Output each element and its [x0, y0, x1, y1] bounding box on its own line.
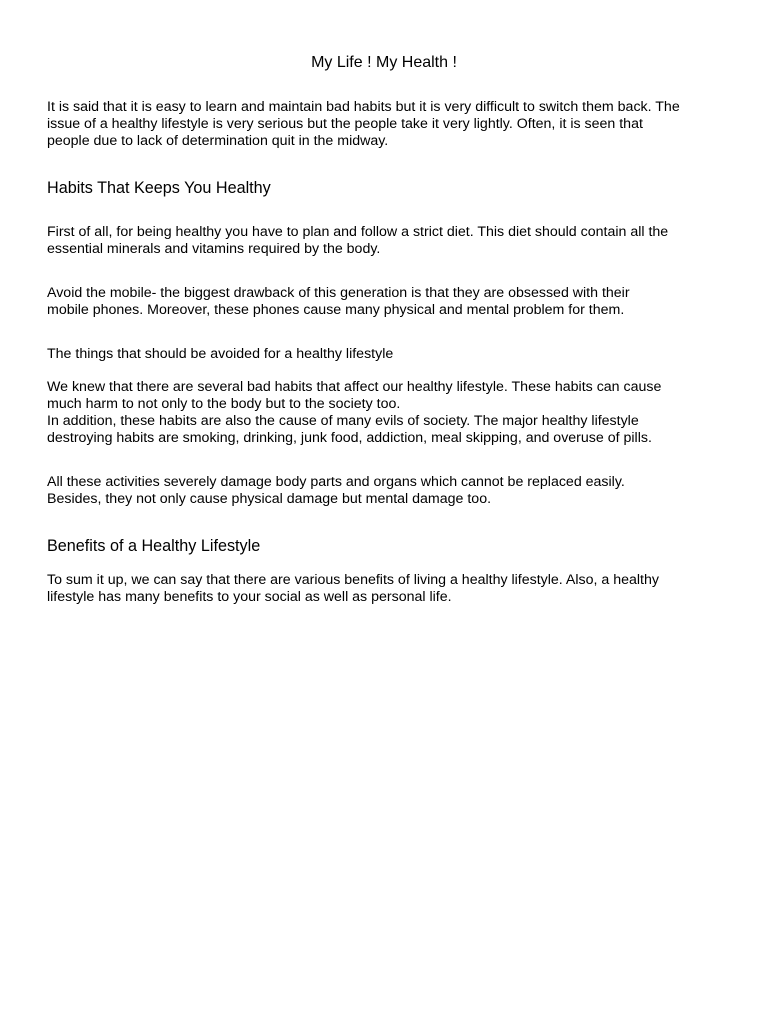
damage-paragraph — [47, 474, 727, 508]
paragraph-line: We knew that there are several bad habits that affect our healthy lifestyle. These habits can cause — [47, 379, 662, 395]
paragraph-line: All these activities severely damage body parts and organs which cannot be replaced easily. — [47, 474, 625, 490]
benefits-paragraph — [47, 572, 727, 606]
paragraph-line: First of all, for being healthy you have to plan and follow a strict diet. This diet should contain all the — [47, 224, 669, 240]
section-heading-habits: Habits That Keeps You Healthy — [47, 179, 271, 197]
section-heading-benefits: Benefits of a Healthy Lifestyle — [47, 537, 261, 555]
paragraph-line: lifestyle has many benefits to your social as well as personal life. — [47, 589, 452, 605]
diet-paragraph — [47, 224, 727, 258]
intro-line: people due to lack of determination quit in the midway. — [47, 133, 389, 149]
paragraph-line: essential minerals and vitamins required by the body. — [47, 241, 381, 257]
paragraph-line: In addition, these habits are also the cause of many evils of society. The major healthy lifestyle — [47, 413, 639, 429]
intro-line: issue of a healthy lifestyle is very serious but the people take it very lightly. Often, it is seen that — [47, 116, 643, 132]
mobile-paragraph — [47, 285, 727, 319]
bad-habits-paragraph — [47, 379, 727, 447]
paragraph-line: Avoid the mobile- the biggest drawback of this generation is that they are obsessed with their — [47, 285, 630, 301]
paragraph-line: Besides, they not only cause physical damage but mental damage too. — [47, 491, 492, 507]
paragraph-line: much harm to not only to the body but to the society too. — [47, 396, 401, 412]
document-title: My Life ! My Health ! — [311, 54, 457, 71]
paragraph-line: The things that should be avoided for a healthy lifestyle — [47, 346, 394, 362]
intro-paragraph — [47, 99, 727, 150]
avoid-subheading — [47, 346, 727, 363]
paragraph-line: destroying habits are smoking, drinking, junk food, addiction, meal skipping, and overuse of pills. — [47, 430, 652, 446]
paragraph-line: mobile phones. Moreover, these phones cause many physical and mental problem for them. — [47, 302, 625, 318]
intro-line: It is said that it is easy to learn and maintain bad habits but it is very difficult to switch them back. The — [47, 99, 680, 115]
paragraph-line: To sum it up, we can say that there are various benefits of living a healthy lifestyle. Also, a healthy — [47, 572, 659, 588]
